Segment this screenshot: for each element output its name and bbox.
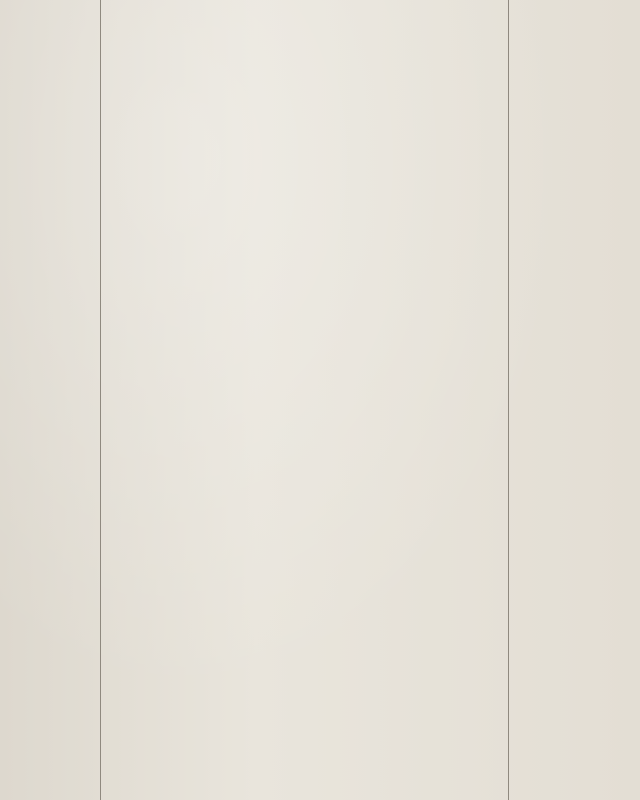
column-rule-right (508, 0, 509, 800)
column-rule-left (100, 0, 101, 800)
